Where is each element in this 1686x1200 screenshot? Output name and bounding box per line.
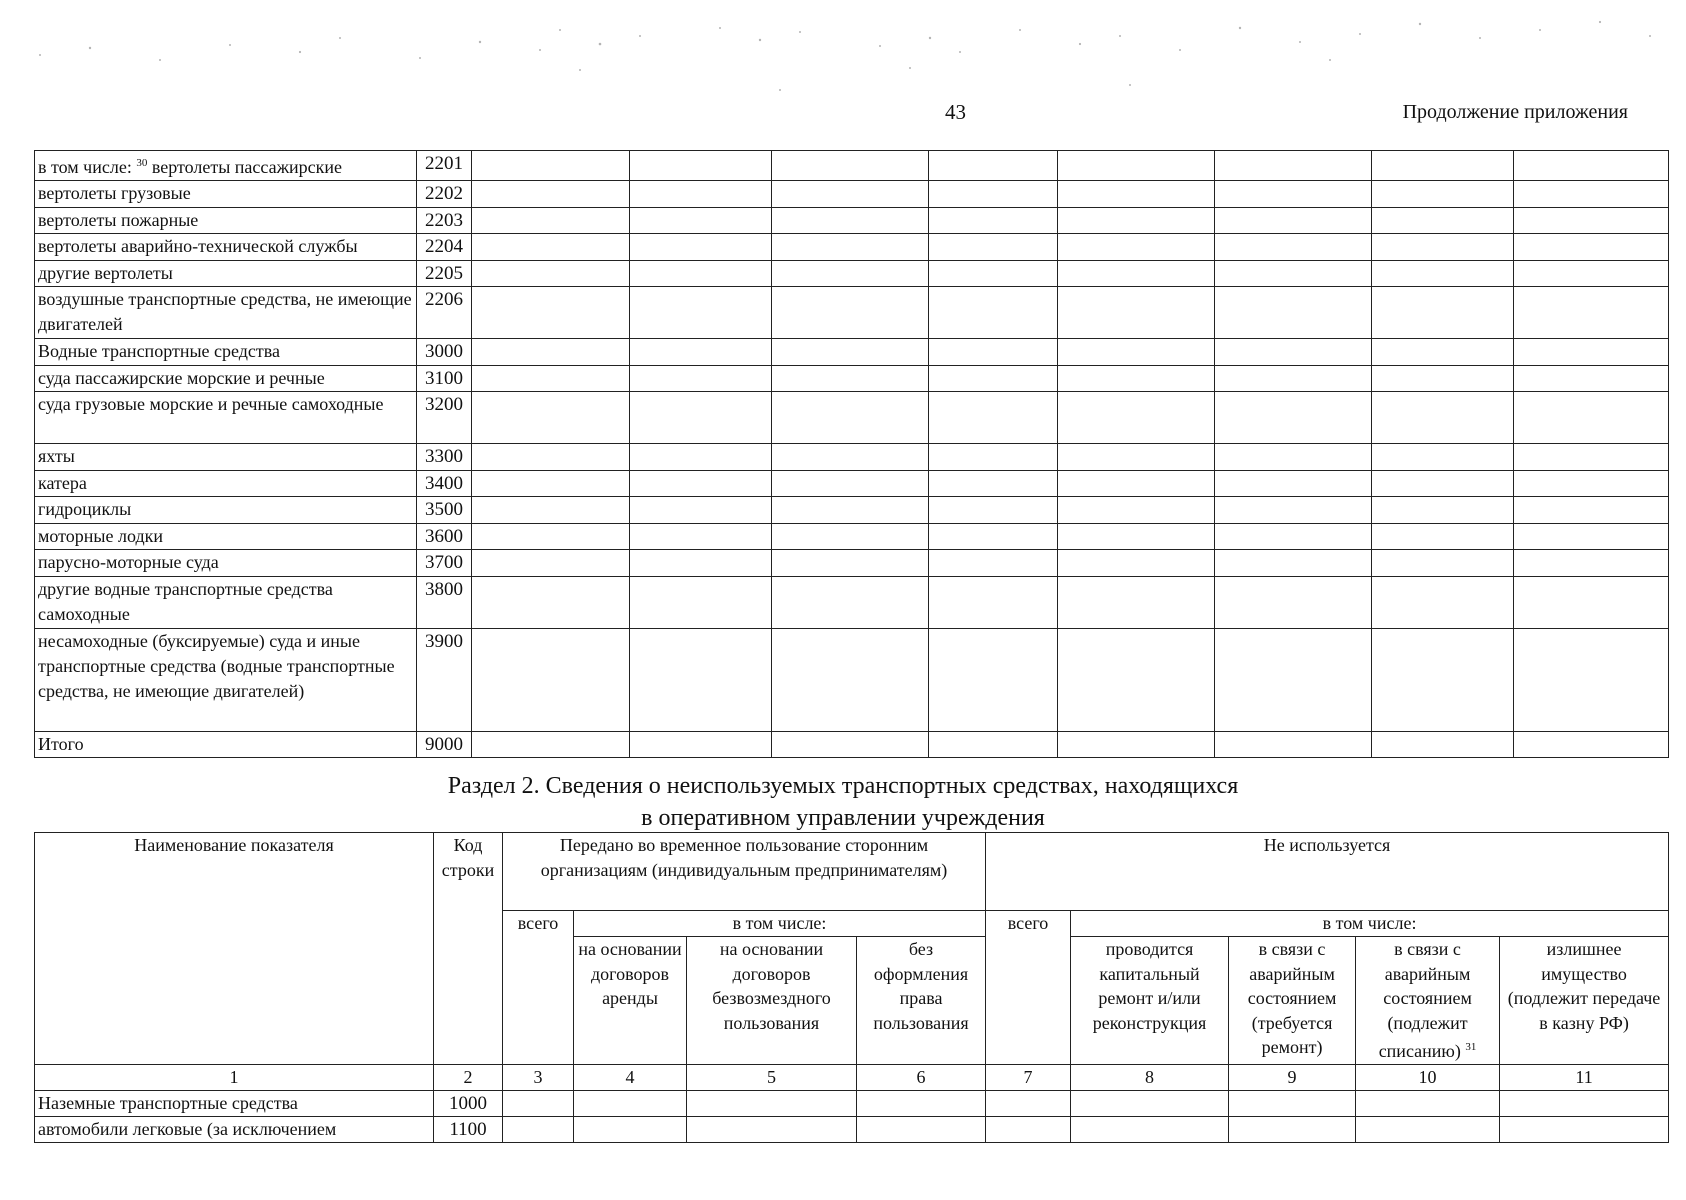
- column-number: 7: [986, 1064, 1071, 1090]
- continuation-label: Продолжение приложения: [1402, 101, 1628, 123]
- empty-cell: [1372, 234, 1514, 261]
- empty-cell: [1372, 444, 1514, 471]
- section2-table-header: [35, 833, 1669, 1091]
- empty-cell: [772, 731, 929, 758]
- empty-cell: [1500, 1116, 1669, 1142]
- column-number: 2: [434, 1064, 503, 1090]
- table-row: [35, 1116, 1669, 1142]
- column-number: 4: [574, 1064, 687, 1090]
- row-code: 2203: [417, 207, 472, 234]
- empty-cell: [687, 1116, 857, 1142]
- row-code: 3800: [417, 576, 472, 628]
- empty-cell: [1372, 287, 1514, 339]
- row-name: суда пассажирские морские и речные: [35, 365, 417, 392]
- empty-cell: [1058, 576, 1215, 628]
- empty-cell: [472, 365, 630, 392]
- row-name: вертолеты аварийно-технической службы: [35, 234, 417, 261]
- empty-cell: [929, 550, 1058, 577]
- empty-cell: [1514, 234, 1669, 261]
- row-code: 2204: [417, 234, 472, 261]
- column-number: 1: [35, 1064, 434, 1090]
- empty-cell: [772, 151, 929, 181]
- section1-table-body: [35, 151, 1669, 758]
- empty-cell: [772, 523, 929, 550]
- empty-cell: [630, 444, 772, 471]
- empty-cell: [574, 1116, 687, 1142]
- empty-cell: [857, 1090, 986, 1116]
- empty-cell: [472, 444, 630, 471]
- row-code: 3600: [417, 523, 472, 550]
- empty-cell: [772, 260, 929, 287]
- empty-cell: [503, 1116, 574, 1142]
- row-name-rest: вертолеты пассажирские: [147, 157, 343, 177]
- empty-cell: [630, 287, 772, 339]
- empty-cell: [1514, 444, 1669, 471]
- scan-noise: [0, 0, 1686, 110]
- row-name: парусно-моторные суда: [35, 550, 417, 577]
- empty-cell: [1500, 1090, 1669, 1116]
- empty-cell: [1514, 628, 1669, 731]
- header-transferred: Передано во временное пользование сторонним организациям (индивидуальным предпринимателям): [503, 833, 986, 911]
- empty-cell: [1372, 628, 1514, 731]
- table-row: [35, 523, 1669, 550]
- empty-cell: [630, 523, 772, 550]
- empty-cell: [1058, 470, 1215, 497]
- row-code: 3400: [417, 470, 472, 497]
- row-code: 3200: [417, 392, 472, 444]
- row-name-prefix: в том числе:: [38, 157, 132, 177]
- empty-cell: [1372, 523, 1514, 550]
- table-row: [35, 365, 1669, 392]
- row-code: 3000: [417, 339, 472, 366]
- empty-cell: [929, 628, 1058, 731]
- empty-cell: [1356, 1090, 1500, 1116]
- empty-cell: [472, 470, 630, 497]
- header-lease: на основании договоров аренды: [574, 937, 687, 1065]
- empty-cell: [929, 576, 1058, 628]
- empty-cell: [1058, 287, 1215, 339]
- empty-cell: [630, 470, 772, 497]
- empty-cell: [630, 151, 772, 181]
- empty-cell: [929, 392, 1058, 444]
- empty-cell: [630, 234, 772, 261]
- section2-title-line2: в оперативном управлении учреждения: [641, 805, 1045, 831]
- empty-cell: [1372, 392, 1514, 444]
- empty-cell: [630, 576, 772, 628]
- empty-cell: [929, 151, 1058, 181]
- empty-cell: [1215, 731, 1372, 758]
- empty-cell: [472, 181, 630, 208]
- empty-cell: [472, 260, 630, 287]
- empty-cell: [772, 497, 929, 524]
- empty-cell: [1058, 339, 1215, 366]
- empty-cell: [1215, 628, 1372, 731]
- empty-cell: [630, 260, 772, 287]
- empty-cell: [472, 628, 630, 731]
- row-name: суда грузовые морские и речные самоходные: [35, 392, 417, 444]
- empty-cell: [1514, 497, 1669, 524]
- column-number: 10: [1356, 1064, 1500, 1090]
- empty-cell: [929, 497, 1058, 524]
- empty-cell: [1229, 1116, 1356, 1142]
- empty-cell: [1058, 497, 1215, 524]
- empty-cell: [472, 287, 630, 339]
- row-code: 2205: [417, 260, 472, 287]
- empty-cell: [1058, 550, 1215, 577]
- empty-cell: [772, 392, 929, 444]
- table-row: [35, 287, 1669, 339]
- row-code: 3900: [417, 628, 472, 731]
- empty-cell: [929, 731, 1058, 758]
- empty-cell: [1215, 234, 1372, 261]
- header-not-used-total: всего: [986, 911, 1071, 1065]
- empty-cell: [772, 628, 929, 731]
- row-name: яхты: [35, 444, 417, 471]
- empty-cell: [1372, 470, 1514, 497]
- empty-cell: [472, 151, 630, 181]
- row-code: 9000: [417, 731, 472, 758]
- empty-cell: [1058, 444, 1215, 471]
- row-code: 2206: [417, 287, 472, 339]
- header-code: Код строки: [434, 833, 503, 1065]
- empty-cell: [630, 628, 772, 731]
- row-code: 3300: [417, 444, 472, 471]
- empty-cell: [1058, 392, 1215, 444]
- empty-cell: [574, 1090, 687, 1116]
- empty-cell: [986, 1090, 1071, 1116]
- empty-cell: [1372, 731, 1514, 758]
- column-numbers-row: [35, 1064, 1669, 1090]
- row-name: гидроциклы: [35, 497, 417, 524]
- empty-cell: [772, 207, 929, 234]
- row-name: моторные лодки: [35, 523, 417, 550]
- page-number: 43: [945, 100, 966, 124]
- header-emergency-repair: в связи с аварийным состоянием (требуется ремонт): [1229, 937, 1356, 1065]
- empty-cell: [1372, 576, 1514, 628]
- empty-cell: [929, 181, 1058, 208]
- row-name: [35, 151, 417, 181]
- empty-cell: [857, 1116, 986, 1142]
- empty-cell: [1215, 523, 1372, 550]
- column-number: 5: [687, 1064, 857, 1090]
- empty-cell: [772, 287, 929, 339]
- header-not-used-including: в том числе:: [1071, 911, 1669, 937]
- table-row: [35, 260, 1669, 287]
- header-emergency-writeoff: [1356, 937, 1500, 1065]
- empty-cell: [472, 339, 630, 366]
- empty-cell: [472, 392, 630, 444]
- empty-cell: [1514, 365, 1669, 392]
- empty-cell: [630, 365, 772, 392]
- empty-cell: [929, 339, 1058, 366]
- empty-cell: [1058, 207, 1215, 234]
- empty-cell: [1215, 470, 1372, 497]
- empty-cell: [1215, 576, 1372, 628]
- table-row: [35, 470, 1669, 497]
- empty-cell: [929, 287, 1058, 339]
- empty-cell: [472, 550, 630, 577]
- empty-cell: [630, 731, 772, 758]
- section2-table: [34, 832, 1669, 1143]
- table-row: [35, 550, 1669, 577]
- footnote-30: 30: [136, 157, 148, 169]
- row-name: несамоходные (буксируемые) суда и иные транспортные средства (водные транспортные средства, не имеющие двигателей): [35, 628, 417, 731]
- row-code: 1100: [434, 1116, 503, 1142]
- empty-cell: [1215, 497, 1372, 524]
- table-row: [35, 181, 1669, 208]
- row-code: 2202: [417, 181, 472, 208]
- header-transferred-total: всего: [503, 911, 574, 1065]
- empty-cell: [1058, 628, 1215, 731]
- section2-title: [0, 770, 1686, 834]
- row-name: другие водные транспортные средства самоходные: [35, 576, 417, 628]
- row-name: катера: [35, 470, 417, 497]
- column-number: 6: [857, 1064, 986, 1090]
- header-free-use: на основании договоров безвозмездного пользования: [687, 937, 857, 1065]
- empty-cell: [1215, 287, 1372, 339]
- row-name: вертолеты грузовые: [35, 181, 417, 208]
- empty-cell: [929, 260, 1058, 287]
- header-not-used: Не используется: [986, 833, 1669, 911]
- empty-cell: [1514, 207, 1669, 234]
- row-code: 3100: [417, 365, 472, 392]
- empty-cell: [630, 550, 772, 577]
- table-row: [35, 628, 1669, 731]
- empty-cell: [772, 444, 929, 471]
- row-name: другие вертолеты: [35, 260, 417, 287]
- empty-cell: [1058, 731, 1215, 758]
- empty-cell: [1058, 151, 1215, 181]
- empty-cell: [772, 470, 929, 497]
- empty-cell: [1058, 181, 1215, 208]
- empty-cell: [630, 181, 772, 208]
- empty-cell: [1372, 365, 1514, 392]
- empty-cell: [630, 497, 772, 524]
- column-number: 11: [1500, 1064, 1669, 1090]
- header-no-right: без оформления права пользования: [857, 937, 986, 1065]
- empty-cell: [630, 339, 772, 366]
- table-row: [35, 339, 1669, 366]
- empty-cell: [1514, 523, 1669, 550]
- empty-cell: [1514, 576, 1669, 628]
- empty-cell: [929, 523, 1058, 550]
- empty-cell: [472, 523, 630, 550]
- empty-cell: [472, 576, 630, 628]
- empty-cell: [472, 497, 630, 524]
- empty-cell: [1215, 444, 1372, 471]
- table-row: [35, 234, 1669, 261]
- empty-cell: [929, 207, 1058, 234]
- column-number: 3: [503, 1064, 574, 1090]
- empty-cell: [1514, 339, 1669, 366]
- section2-title-line1: Раздел 2. Сведения о неиспользуемых транспортных средствах, находящихся: [447, 773, 1239, 799]
- empty-cell: [630, 392, 772, 444]
- empty-cell: [772, 365, 929, 392]
- empty-cell: [630, 207, 772, 234]
- header-transferred-including: в том числе:: [574, 911, 986, 937]
- empty-cell: [1071, 1090, 1229, 1116]
- row-name: воздушные транспортные средства, не имеющие двигателей: [35, 287, 417, 339]
- row-name: Наземные транспортные средства: [35, 1090, 434, 1116]
- empty-cell: [1372, 339, 1514, 366]
- empty-cell: [472, 207, 630, 234]
- header-surplus: излишнее имущество (подлежит передаче в казну РФ): [1500, 937, 1669, 1065]
- table-row: [35, 151, 1669, 181]
- column-number: 8: [1071, 1064, 1229, 1090]
- empty-cell: [1058, 365, 1215, 392]
- footnote-31: 31: [1465, 1041, 1477, 1053]
- table-row: [35, 576, 1669, 628]
- empty-cell: [1372, 260, 1514, 287]
- empty-cell: [687, 1090, 857, 1116]
- empty-cell: [1215, 339, 1372, 366]
- table-row: [35, 444, 1669, 471]
- row-code: 2201: [417, 151, 472, 181]
- row-name: Водные транспортные средства: [35, 339, 417, 366]
- empty-cell: [472, 731, 630, 758]
- empty-cell: [1372, 497, 1514, 524]
- empty-cell: [772, 339, 929, 366]
- empty-cell: [1514, 181, 1669, 208]
- empty-cell: [1058, 523, 1215, 550]
- table-row: [35, 207, 1669, 234]
- table-row: [35, 392, 1669, 444]
- section1-table-continuation: [34, 150, 1669, 758]
- section2-table-body: [35, 1090, 1669, 1142]
- empty-cell: [1514, 151, 1669, 181]
- row-code: 3700: [417, 550, 472, 577]
- column-number: 9: [1229, 1064, 1356, 1090]
- table-row: [35, 731, 1669, 758]
- table-row: [35, 497, 1669, 524]
- row-code: 1000: [434, 1090, 503, 1116]
- empty-cell: [1215, 181, 1372, 208]
- header-repair: проводится капитальный ремонт и/или реконструкция: [1071, 937, 1229, 1065]
- empty-cell: [1058, 234, 1215, 261]
- empty-cell: [1229, 1090, 1356, 1116]
- empty-cell: [1356, 1116, 1500, 1142]
- empty-cell: [1514, 550, 1669, 577]
- empty-cell: [929, 365, 1058, 392]
- empty-cell: [772, 234, 929, 261]
- empty-cell: [772, 181, 929, 208]
- empty-cell: [1514, 287, 1669, 339]
- empty-cell: [1215, 392, 1372, 444]
- empty-cell: [1514, 470, 1669, 497]
- empty-cell: [472, 234, 630, 261]
- empty-cell: [1514, 731, 1669, 758]
- empty-cell: [929, 444, 1058, 471]
- row-code: 3500: [417, 497, 472, 524]
- empty-cell: [1215, 207, 1372, 234]
- empty-cell: [503, 1090, 574, 1116]
- empty-cell: [1514, 392, 1669, 444]
- header-name: Наименование показателя: [35, 833, 434, 1065]
- row-name: вертолеты пожарные: [35, 207, 417, 234]
- empty-cell: [929, 234, 1058, 261]
- empty-cell: [1071, 1116, 1229, 1142]
- header-emergency-writeoff-text: в связи с аварийным состоянием (подлежит списанию): [1378, 939, 1472, 1061]
- empty-cell: [1372, 550, 1514, 577]
- empty-cell: [1514, 260, 1669, 287]
- empty-cell: [1372, 181, 1514, 208]
- empty-cell: [1215, 260, 1372, 287]
- empty-cell: [1372, 207, 1514, 234]
- row-name: автомобили легковые (за исключением: [35, 1116, 434, 1142]
- empty-cell: [1215, 151, 1372, 181]
- empty-cell: [986, 1116, 1071, 1142]
- empty-cell: [1058, 260, 1215, 287]
- empty-cell: [1215, 550, 1372, 577]
- empty-cell: [1215, 365, 1372, 392]
- empty-cell: [1372, 151, 1514, 181]
- empty-cell: [772, 576, 929, 628]
- row-name: Итого: [35, 731, 417, 758]
- empty-cell: [929, 470, 1058, 497]
- table-row: [35, 1090, 1669, 1116]
- empty-cell: [772, 550, 929, 577]
